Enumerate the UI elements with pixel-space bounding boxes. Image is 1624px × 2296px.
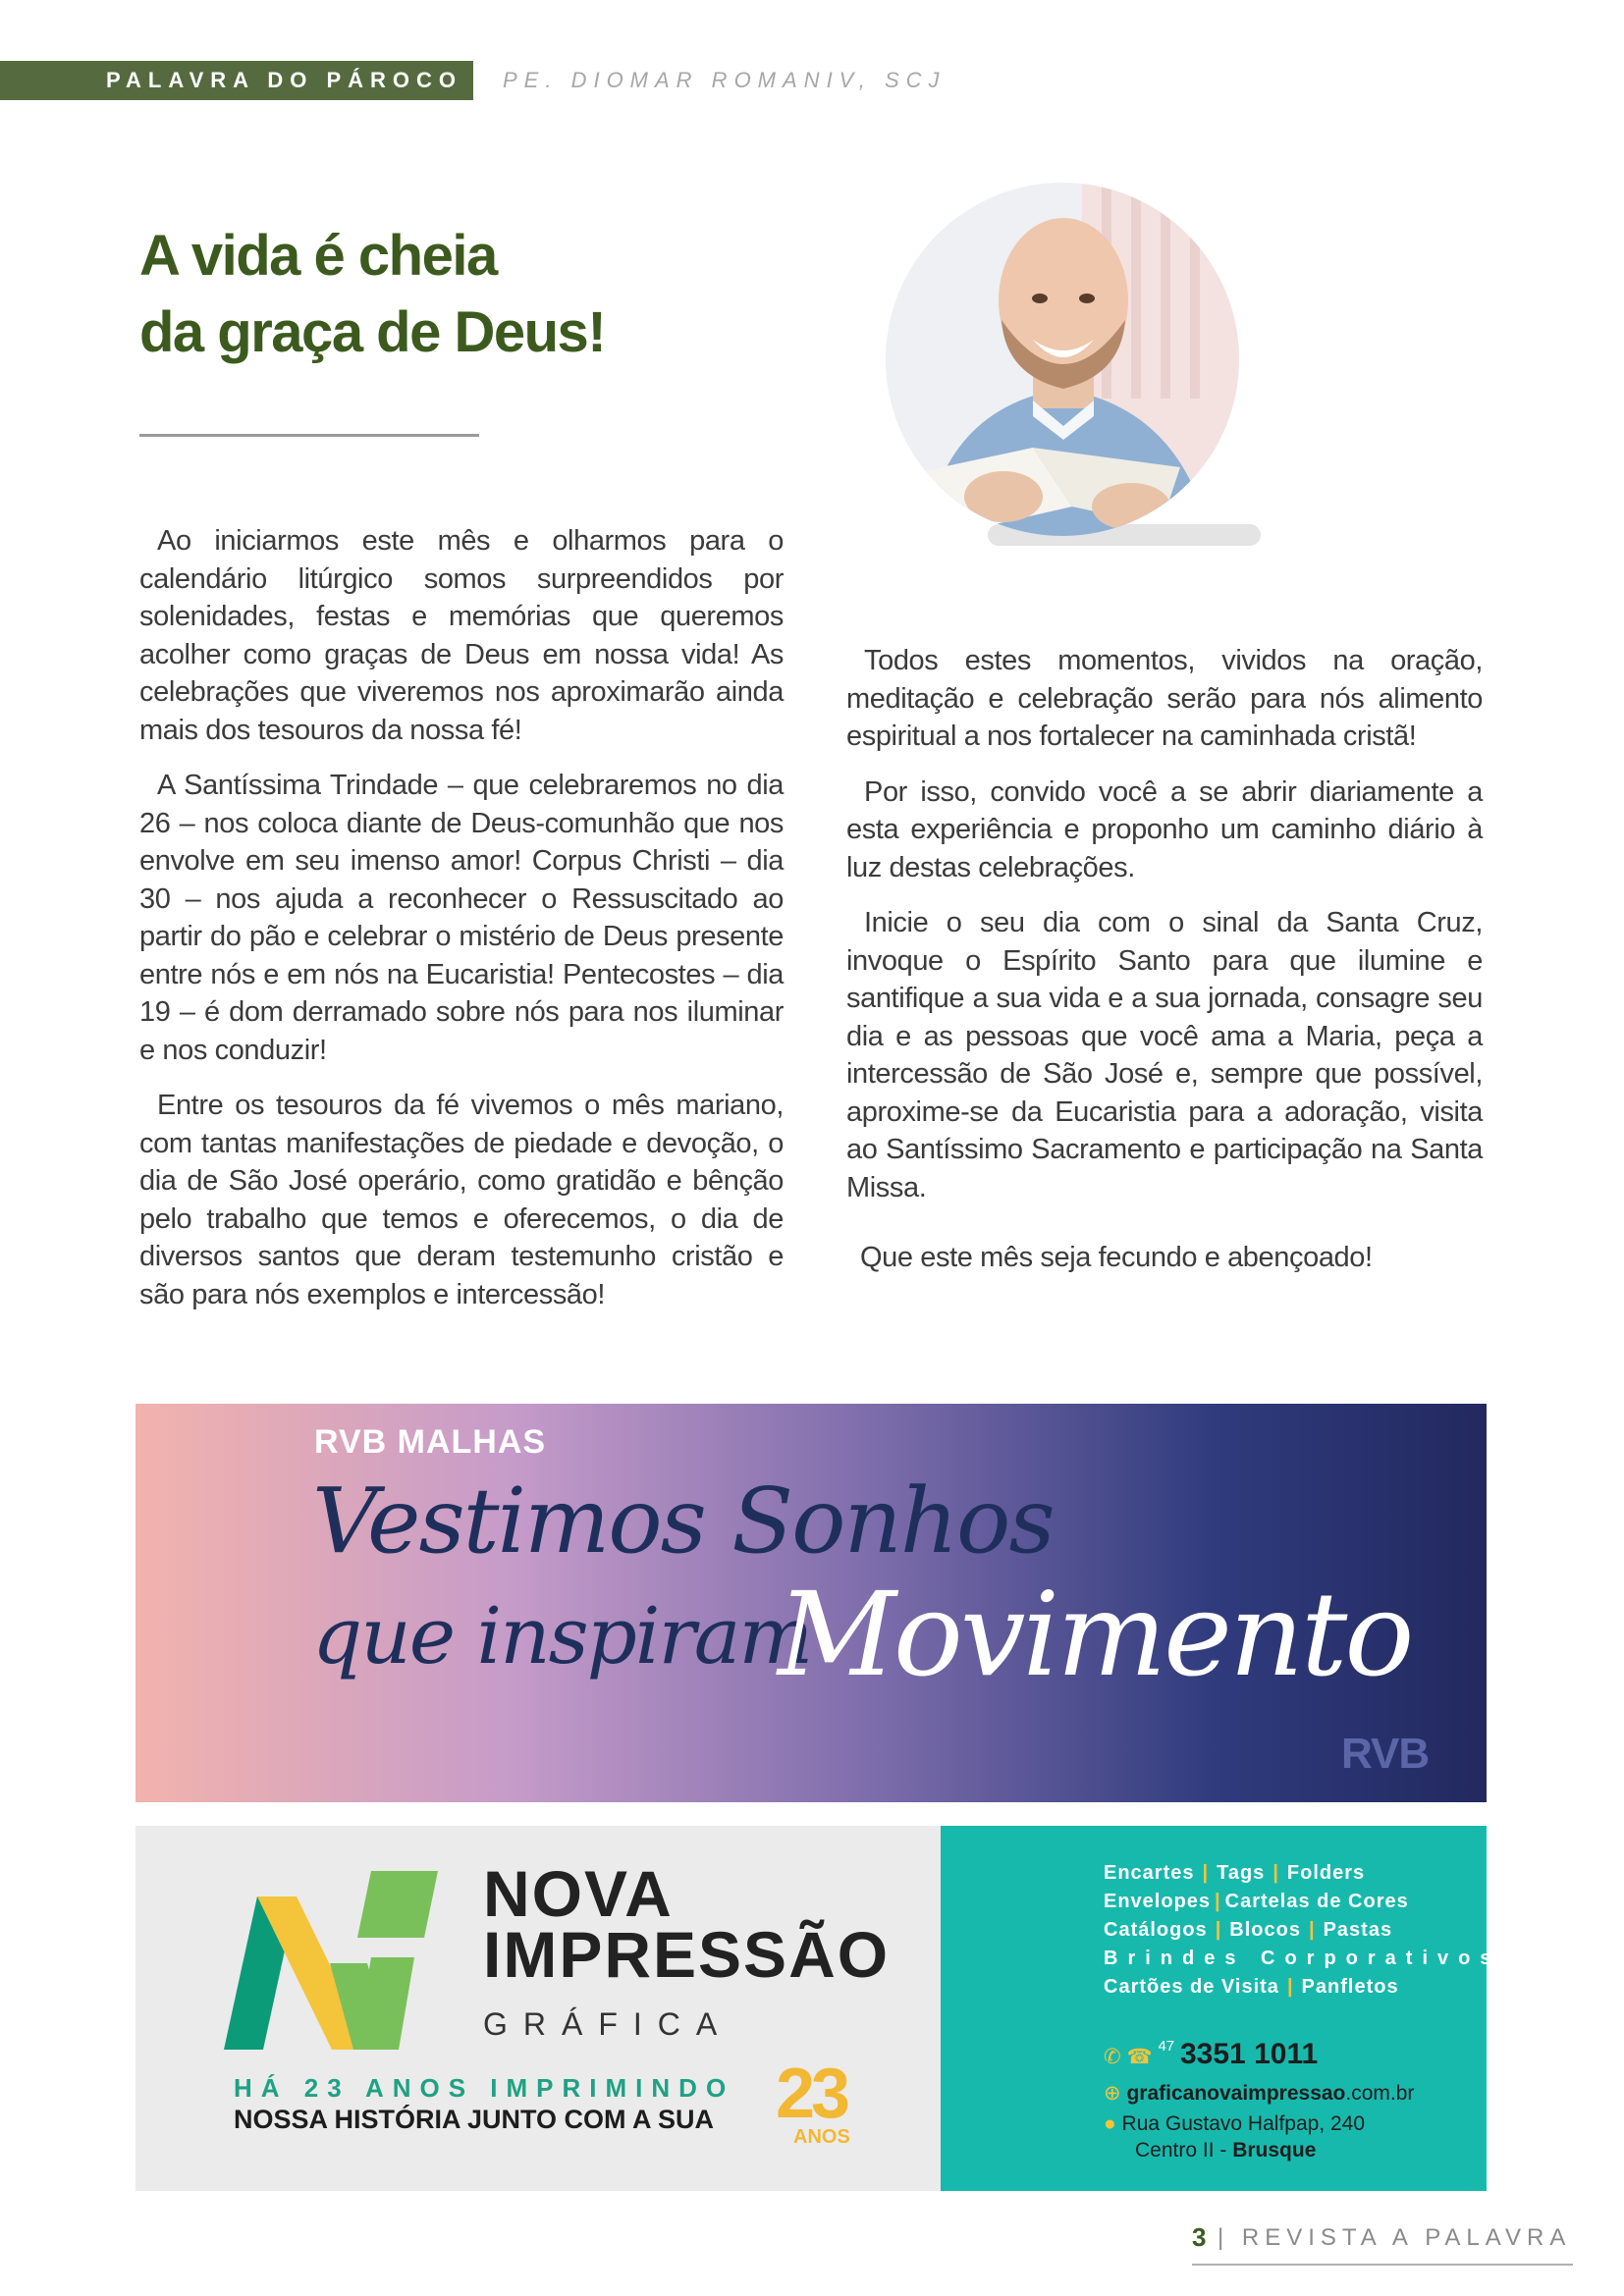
paragraph: Entre os tesouros da fé vivemos o mês mariano, com tantas manifestações de piedade e devoção, o dia de São José operário, como gratidão e bênção pelo trabalho que temos e oferecemos, o dia de diversos santos que deram testemunho cristão e são para nós exemplos e intercessão! — [139, 1090, 784, 1310]
services-row-3: Catálogos | Blocos | Pastas — [1104, 1919, 1393, 1941]
footer-rule — [1192, 2264, 1573, 2266]
paragraph: Ao iniciarmos este mês e olharmos para o calendário litúrgico somos surpreendidos por solenidades, festas e memórias que queremos acolher como graças de Deus em nossa vida! As celebrações que viveremos nos aproximarão ainda mais dos tesouros da nossa fé! — [139, 525, 784, 746]
address-line-1: Rua Gustavo Halfpap, 240 — [1121, 2112, 1366, 2135]
service-item: Panfletos — [1301, 1976, 1399, 1998]
rvb-headline-3: Movimento — [778, 1567, 1412, 1702]
service-item: Folders — [1286, 1862, 1366, 1884]
section-label: PALAVRA DO PÁROCO — [106, 68, 463, 92]
services-list — [1104, 1859, 1500, 2002]
anniversary-number: 23 — [776, 2055, 847, 2133]
rvb-headline-2: que inspiram — [312, 1590, 812, 1682]
location-pin-icon: ● — [1104, 2112, 1116, 2135]
article-column-1 — [139, 522, 784, 1331]
article-column-2 — [846, 642, 1483, 1224]
website-suffix: .com.br — [1345, 2082, 1415, 2105]
nova-slogan-1: HÁ 23 ANOS IMPRIMINDO — [234, 2073, 735, 2103]
phone-number: 3351 1011 — [1180, 2038, 1319, 2070]
title-line-2: da graça de Deus! — [139, 300, 606, 364]
whatsapp-icon: ✆ — [1104, 2046, 1121, 2068]
phone-ddd: 47 — [1158, 2038, 1175, 2055]
nova-name-line-3: GRÁFICA — [483, 2006, 733, 2042]
service-item: Catálogos — [1104, 1919, 1208, 1941]
footer-publication: REVISTA A PALAVRA — [1241, 2224, 1572, 2251]
services-row-2: Envelopes | Cartelas de Cores — [1104, 1891, 1409, 1912]
nova-name-line-1: NOVA — [483, 1857, 674, 1930]
paragraph: Por isso, convido você a se abrir diariamente a esta experiência e proponho um caminho diário à luz destas celebrações. — [846, 775, 1483, 883]
service-item: Pastas — [1323, 1919, 1393, 1941]
globe-icon: ⊕ — [1104, 2082, 1121, 2105]
rvb-headline-1: Vestimos Sonhos — [312, 1468, 1054, 1574]
service-item: Envelopes — [1104, 1891, 1212, 1912]
rvb-brand: RVB MALHAS — [314, 1423, 547, 1461]
service-item: Cartões de Visita — [1104, 1976, 1279, 1998]
nova-name-line-2: IMPRESSÃO — [483, 1918, 891, 1991]
address-line-2: Centro II - — [1135, 2139, 1233, 2162]
page-number: 3 — [1192, 2222, 1207, 2252]
title-divider — [139, 434, 479, 437]
footer-separator: | — [1218, 2224, 1230, 2251]
nova-impressao-logo-icon — [224, 1869, 438, 2054]
closing-line: Que este mês seja fecundo e abençoado! — [860, 1242, 1373, 1273]
service-item: Tags — [1217, 1862, 1266, 1884]
phone-row[interactable] — [1104, 2038, 1318, 2071]
phone-icon: ☎ — [1126, 2046, 1153, 2068]
paragraph: Todos estes momentos, vividos na oração, meditação e celebração serão para nós alimento espiritual a nos fortalecer na caminhada cristã! — [846, 645, 1483, 752]
services-row-4: Brindes Corporativos — [1104, 1948, 1501, 1969]
article-title — [139, 218, 689, 371]
author-label: PE. DIOMAR ROMANIV, SCJ — [503, 68, 947, 92]
website-domain: graficanovaimpressao — [1126, 2082, 1346, 2105]
rvb-logo: RVB — [1341, 1730, 1430, 1778]
website-row[interactable] — [1104, 2081, 1414, 2106]
priest-portrait — [886, 183, 1239, 536]
nova-slogan-2: NOSSA HISTÓRIA JUNTO COM A SUA — [234, 2105, 715, 2134]
publication-name — [1218, 2224, 1571, 2252]
service-item: Blocos — [1229, 1919, 1301, 1941]
service-item: Encartes — [1104, 1862, 1195, 1884]
paragraph: Inicie o seu dia com o sinal da Santa Cruz, invoque o Espírito Santo para que ilumine e santifique a sua vida e a sua jornada, consagre seu dia e as pessoas que você ama a Maria, peça a intercessão de São José e, sempre que possível, aproxime-se da Eucaristia para a adoração, visita ao Santíssimo Sacramento e participação na Santa Missa. — [846, 907, 1483, 1203]
paragraph: A Santíssima Trindade – que celebraremos no dia 26 – nos coloca diante de Deus-comunhão que nos envolve em seu imenso amor! Corpus Christi – dia 30 – nos ajuda a reconhecer o Ressuscitado ao partir do pão e celebrar o mistério de Deus presente entre nós e em nós na Eucaristia! Pentecostes – dia 19 – é dom derramado sobre nós para nos iluminar e nos conduzir! — [139, 770, 784, 1066]
address-block — [1104, 2110, 1365, 2163]
title-line-1: A vida é cheia — [139, 224, 497, 288]
services-row-5: Cartões de Visita | Panfletos — [1104, 1976, 1399, 1998]
anniversary-label: ANOS — [793, 2126, 850, 2148]
services-row-1: Encartes | Tags | Folders — [1104, 1862, 1366, 1884]
service-item: Cartelas de Cores — [1224, 1891, 1409, 1912]
address-city: Brusque — [1232, 2139, 1317, 2162]
